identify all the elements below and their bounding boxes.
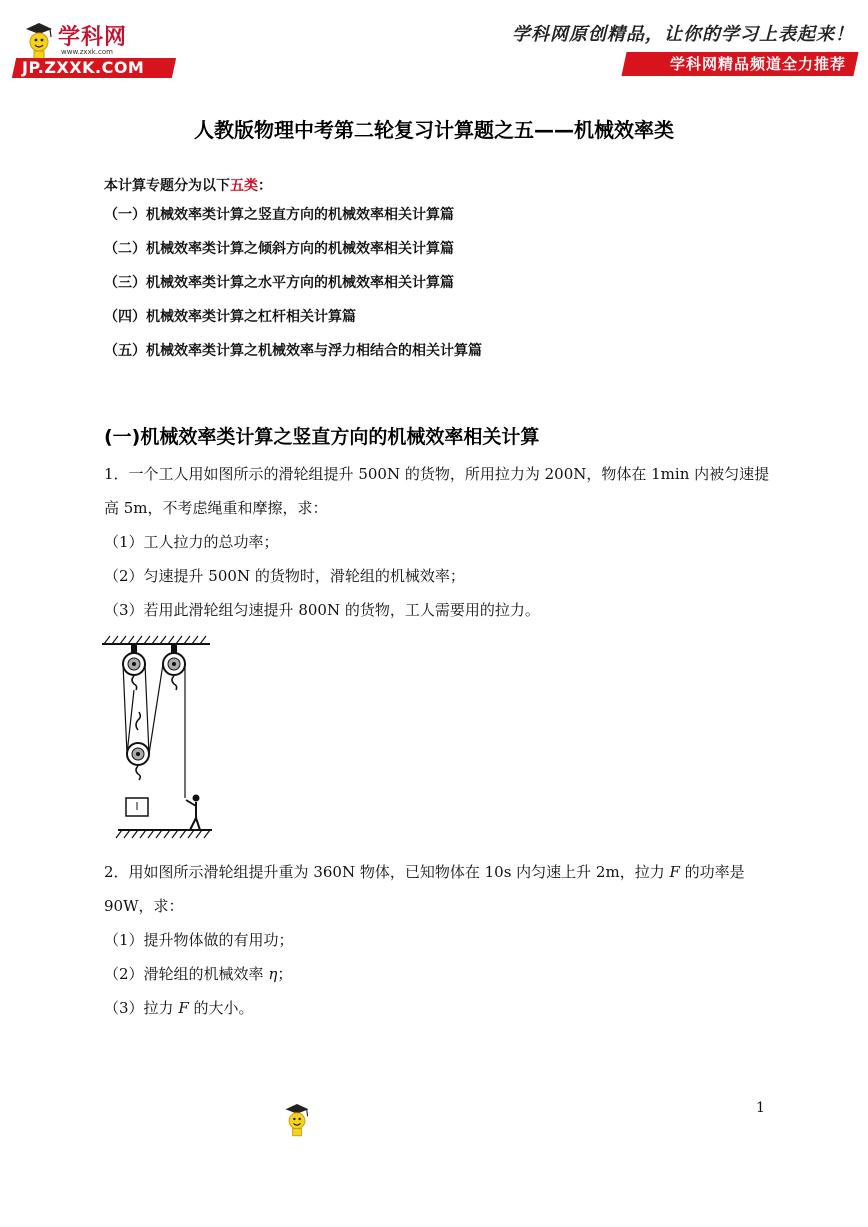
intro-lead-prefix: 本计算专题分为以下 bbox=[104, 178, 230, 194]
q2-line1-a: 2．用如图所示滑轮组提升重为 360N 物体，已知物体在 10s 内匀速上升 2m，拉力 bbox=[104, 863, 670, 881]
q2-sub2 bbox=[104, 964, 292, 984]
header-slogan: 学科网原创精品，让你的学习上表起来！ bbox=[512, 24, 854, 45]
mascot-icon bbox=[22, 20, 56, 60]
intro-item: （一）机械效率类计算之竖直方向的机械效率相关计算篇 bbox=[104, 207, 454, 223]
q2-sub3-a: （3）拉力 bbox=[104, 999, 179, 1017]
q2-line2: 90W，求： bbox=[104, 897, 184, 915]
q2-force-symbol-2: F bbox=[178, 999, 189, 1017]
page-number: 1 bbox=[756, 1100, 765, 1116]
logo-banner-text: JP.ZXXK.COM bbox=[22, 58, 145, 77]
logo-url: www.zxxk.com bbox=[61, 48, 113, 56]
q1-sub1: （1）工人拉力的总功率； bbox=[104, 533, 279, 551]
slogan-banner-text: 学科网精品频道全力推荐 bbox=[669, 55, 846, 73]
q1-line2: 高 5m，不考虑绳重和摩擦，求： bbox=[104, 499, 328, 517]
q2-sub2-a: （2）滑轮组的机械效率 bbox=[104, 965, 269, 983]
pulley-system-figure bbox=[100, 632, 220, 848]
q2-sub3-b: 的大小。 bbox=[188, 999, 254, 1017]
intro-item: （三）机械效率类计算之水平方向的机械效率相关计算篇 bbox=[104, 275, 454, 291]
intro-item: （五）机械效率类计算之机械效率与浮力相结合的相关计算篇 bbox=[104, 343, 482, 359]
q1-sub3: （3）若用此滑轮组匀速提升 800N 的货物，工人需要用的拉力。 bbox=[104, 601, 540, 619]
intro-lead-suffix: ： bbox=[258, 178, 272, 194]
footer-mascot-icon bbox=[282, 1100, 312, 1138]
q2-sub2-b: ； bbox=[277, 965, 293, 983]
q2-force-symbol: F bbox=[669, 863, 680, 881]
intro-lead-highlight: 五类 bbox=[230, 178, 258, 194]
site-logo bbox=[14, 18, 184, 80]
q1-sub2: （2）匀速提升 500N 的货物时，滑轮组的机械效率； bbox=[104, 567, 465, 585]
document-title: 人教版物理中考第二轮复习计算题之五——机械效率类 bbox=[194, 118, 674, 142]
intro-item: （四）机械效率类计算之杠杆相关计算篇 bbox=[104, 309, 356, 325]
intro-lead bbox=[104, 175, 272, 195]
intro-item: （二）机械效率类计算之倾斜方向的机械效率相关计算篇 bbox=[104, 241, 454, 257]
section-heading: (一)机械效率类计算之竖直方向的机械效率相关计算 bbox=[104, 426, 540, 448]
logo-name: 学科网 bbox=[58, 25, 128, 50]
q2-eta-symbol: η bbox=[268, 965, 278, 983]
q2-line1 bbox=[104, 862, 745, 882]
q2-sub1: （1）提升物体做的有用功； bbox=[104, 931, 294, 949]
q2-line1-b: 的功率是 bbox=[679, 863, 745, 881]
q1-line1: 1．一个工人用如图所示的滑轮组提升 500N 的货物，所用拉力为 200N，物体在 1min 内被匀速提 bbox=[104, 465, 770, 483]
q2-sub3 bbox=[104, 998, 254, 1018]
